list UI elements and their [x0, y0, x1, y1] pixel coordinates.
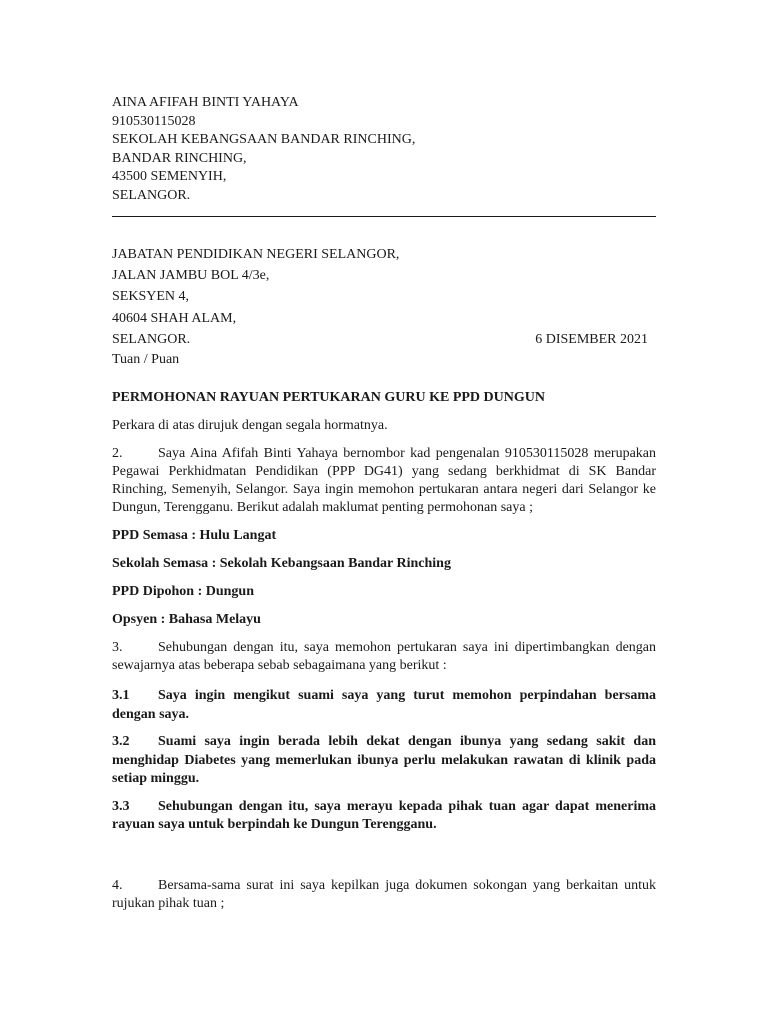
- recipient-state: SELANGOR.: [112, 331, 191, 347]
- reference-paragraph: Perkara di atas dirujuk dengan segala hormatnya.: [112, 418, 388, 434]
- state-date-row: [112, 329, 648, 350]
- header-divider: [112, 216, 656, 217]
- paragraph-4-number: 4.: [112, 877, 123, 893]
- paragraph-4: [112, 877, 656, 913]
- sender-ic-number: 910530115028: [112, 113, 196, 129]
- paragraph-4-text: Bersama-sama surat ini saya kepilkan juga dokumen sokongan yang berkaitan untuk rujukan pihak tuan ;: [112, 877, 656, 911]
- recipient-section: SEKSYEN 4,: [112, 289, 190, 305]
- letter-page: [112, 94, 656, 913]
- sender-state: SELANGOR.: [112, 187, 191, 203]
- paragraph-2-text: Saya Aina Afifah Binti Yahaya bernombor kad pengenalan 910530115028 merupakan Pegawai Perkhidmatan Pendidikan (PPP DG41) yang sedang berkhidmat di SK Bandar Rinching, Semenyih, Selangor. Saya ingin memohon pertukaran antara negeri dari Selangor ke Dungun, Terengganu. Berikut adalah maklumat penting permohonan saya ;: [112, 446, 656, 516]
- paragraph-2-number: 2.: [112, 446, 123, 462]
- reason-3-3-text: Sehubungan dengan itu, saya merayu kepada pihak tuan agar dapat menerima rayuan saya untuk berpindah ke Dungun Terengganu.: [112, 798, 656, 833]
- info-option: Opsyen : Bahasa Melayu: [112, 612, 261, 628]
- paragraph-2: [112, 445, 656, 517]
- paragraph-3: [112, 639, 656, 675]
- paragraph-3-number: 3.: [112, 640, 123, 656]
- recipient-department: JABATAN PENDIDIKAN NEGERI SELANGOR,: [112, 247, 400, 262]
- info-ppd-current: PPD Semasa : Hulu Langat: [112, 528, 277, 544]
- reason-3-2: [112, 733, 656, 789]
- info-school-current: Sekolah Semasa : Sekolah Kebangsaan Bandar Rinching: [112, 556, 451, 572]
- paragraph-3-text: Sehubungan dengan itu, saya memohon pertukaran saya ini dipertimbangkan dengan sewajarnya atas beberapa sebab sebagaimana yang berikut :: [112, 640, 656, 674]
- letter-subject: PERMOHONAN RAYUAN PERTUKARAN GURU KE PPD DUNGUN: [112, 390, 545, 406]
- reason-3-1-number: 3.1: [112, 688, 130, 704]
- reason-3-3-number: 3.3: [112, 798, 130, 814]
- reason-3-1-text: Saya ingin mengikut suami saya yang turut memohon perpindahan bersama dengan saya.: [112, 688, 656, 722]
- recipient-address-block: [112, 244, 656, 370]
- letter-date: 6 DISEMBER 2021: [535, 331, 648, 347]
- recipient-postcode-city: 40604 SHAH ALAM,: [112, 310, 237, 326]
- reason-3-3: [112, 798, 656, 835]
- sender-name: AINA AFIFAH BINTI YAHAYA: [112, 95, 299, 110]
- reason-3-2-text: Suami saya ingin berada lebih dekat dengan ibunya yang sedang sakit dan menghidap Diabetes yang memerlukan ibunya perlu melakukan rawatan di klinik pada setiap minggu.: [112, 734, 656, 787]
- sender-address-block: [112, 94, 656, 205]
- sender-area: BANDAR RINCHING,: [112, 150, 247, 166]
- reason-3-2-number: 3.2: [112, 734, 130, 750]
- sender-school: SEKOLAH KEBANGSAAN BANDAR RINCHING,: [112, 132, 416, 147]
- sender-postcode-city: 43500 SEMENYIH,: [112, 169, 227, 184]
- info-ppd-applied: PPD Dipohon : Dungun: [112, 584, 254, 600]
- reason-3-1: [112, 687, 656, 724]
- recipient-street: JALAN JAMBU BOL 4/3e,: [112, 268, 270, 284]
- salutation: Tuan / Puan: [112, 352, 180, 368]
